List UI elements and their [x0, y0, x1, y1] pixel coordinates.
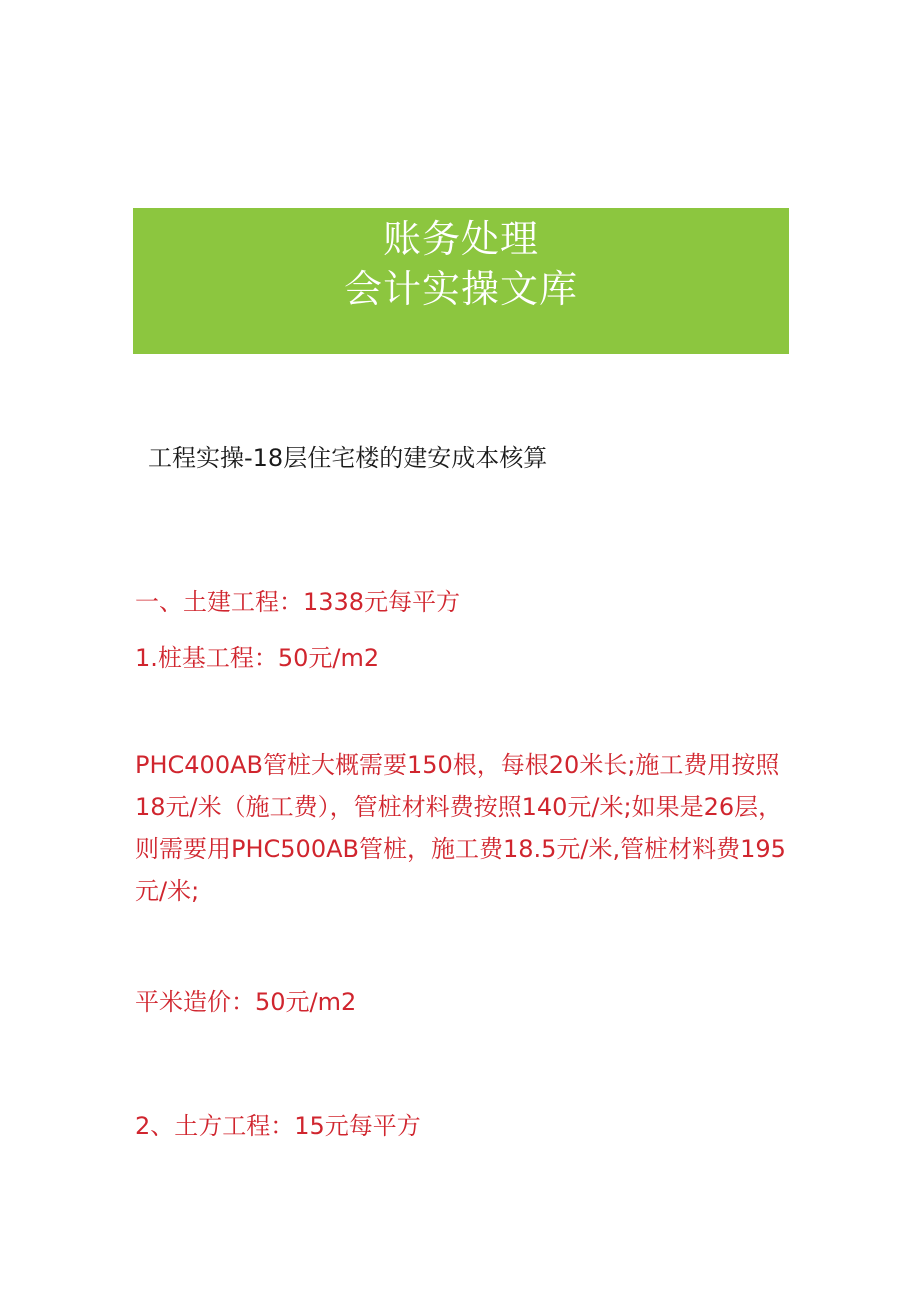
- item-heading-pile-foundation: 1.桩基工程：50元/m2: [135, 644, 380, 672]
- item-heading-earthwork: 2、土方工程：15元每平方: [135, 1112, 421, 1140]
- banner-subtitle: 会计实操文库: [343, 267, 578, 311]
- banner-title: 账务处理: [382, 217, 539, 261]
- unit-price-line: 平米造价：50元/m2: [135, 988, 357, 1016]
- paragraph-line: PHC400AB管桩大概需要150根，每根20米长;施工费用按照: [135, 751, 780, 779]
- section-heading-civil-works: 一、土建工程：1338元每平方: [135, 588, 461, 616]
- document-title: 工程实操-18层住宅楼的建安成本核算: [148, 444, 548, 472]
- paragraph-line: 18元/米（施工费），管桩材料费按照140元/米;如果是26层，: [135, 793, 783, 821]
- header-banner: [133, 208, 789, 354]
- paragraph-line: 则需要用PHC500AB管桩，施工费18.5元/米,管桩材料费195: [135, 835, 786, 863]
- pile-foundation-paragraph: [135, 744, 790, 912]
- paragraph-line: 元/米;: [135, 877, 200, 905]
